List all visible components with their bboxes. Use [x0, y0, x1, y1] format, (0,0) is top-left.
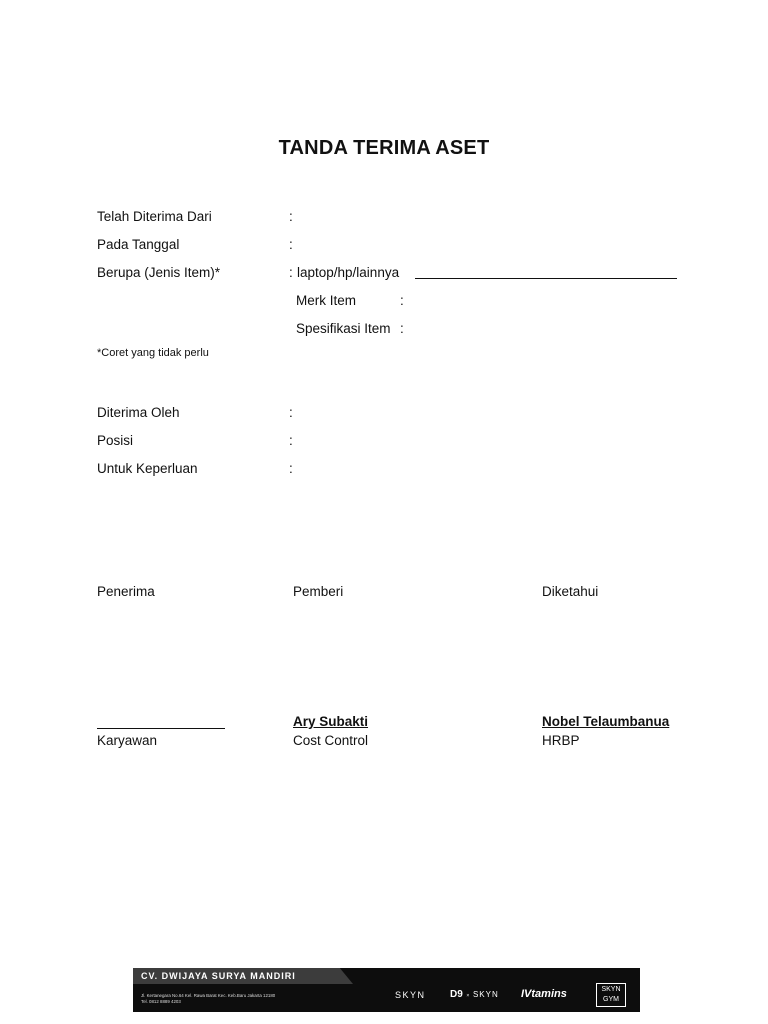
field-label: Pada Tanggal [97, 237, 180, 252]
field-colon: : [289, 461, 293, 476]
field-colon: : [289, 433, 293, 448]
brand-logo-ivtamins: IVtamins [521, 988, 567, 1000]
subfield-brand-label: Merk Item [296, 293, 357, 308]
brand-gym-top: SKYN [601, 986, 621, 993]
signature-heading-acknowledged: Diketahui [542, 584, 599, 599]
field-colon: : [289, 209, 293, 224]
signature-line-receiver [97, 728, 225, 729]
brand-logo-skyn-gym [596, 983, 626, 1007]
signature-role-receiver: Karyawan [97, 733, 158, 748]
subfield-spec-colon: : [400, 321, 404, 336]
signature-heading-receiver: Penerima [97, 584, 155, 599]
brand-logo-d9-skyn: D9 × SKYN [450, 989, 499, 1000]
footer-address-line: Jl. Kertanegara No.64 Kel. Rawa Barat Kec. Keb.Baru Jakarta 12180 [141, 993, 276, 998]
field-label: Untuk Keperluan [97, 461, 198, 476]
footer-company-name: CV. DWIJAYA SURYA MANDIRI [141, 971, 296, 981]
company-footer [133, 968, 640, 1012]
field-label: Telah Diterima Dari [97, 209, 212, 224]
field-value: laptop/hp/lainnya [297, 265, 400, 280]
signature-heading-giver: Pemberi [293, 584, 344, 599]
signature-role-giver: Cost Control [293, 733, 369, 748]
signature-role-acknowledged: HRBP [542, 733, 580, 748]
fill-in-line [415, 278, 677, 279]
brand-logo-d9: D9 [450, 989, 463, 1000]
subfield-brand-colon: : [400, 293, 404, 308]
field-colon: : [289, 265, 293, 280]
footnote: *Coret yang tidak perlu [97, 347, 209, 359]
footer-address [141, 993, 275, 1005]
document-title: TANDA TERIMA ASET [278, 137, 490, 159]
brand-gym-bottom: GYM [603, 996, 619, 1003]
field-label: Posisi [97, 433, 134, 448]
field-label: Berupa (Jenis Item)* [97, 265, 221, 280]
signature-name-giver: Ary Subakti [293, 714, 369, 729]
footer-phone-line: Tel. 0812 8889 4203 [141, 999, 181, 1004]
brand-logo-skyn-small: SKYN [472, 990, 499, 999]
brand-logo-skyn: SKYN [395, 990, 426, 1000]
field-label: Diterima Oleh [97, 405, 180, 420]
signature-name-acknowledged: Nobel Telaumbanua [542, 714, 670, 729]
subfield-spec-label: Spesifikasi Item [296, 321, 391, 336]
field-colon: : [289, 405, 293, 420]
field-colon: : [289, 237, 293, 252]
